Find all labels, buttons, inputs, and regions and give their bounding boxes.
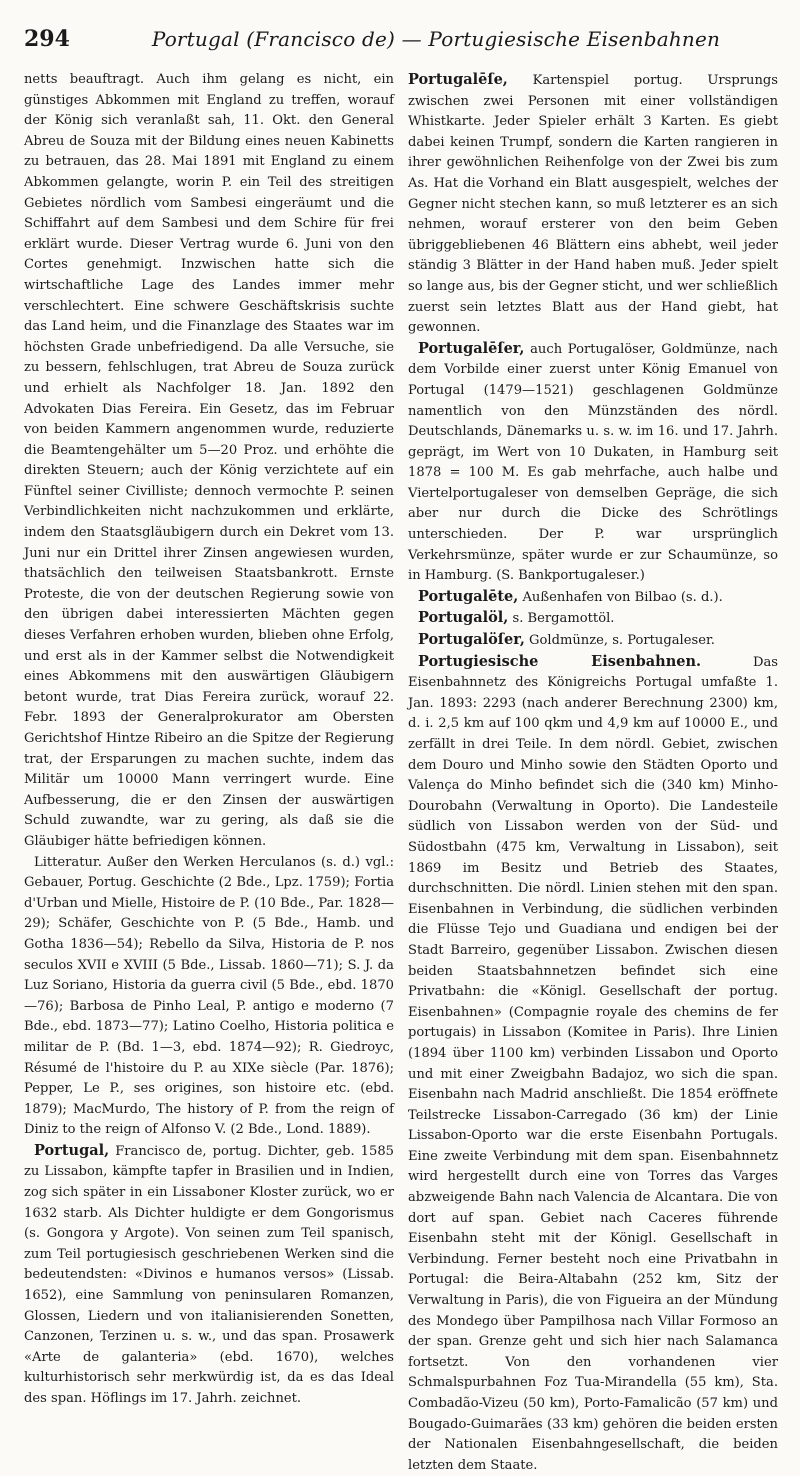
entry-portugalete (408, 587, 778, 609)
entry-portugal-francisco (24, 1141, 394, 1410)
text-columns (24, 70, 778, 1476)
entry-portugaleser (408, 339, 778, 587)
entry-text: Kartenspiel portug. Ursprungs zwischen zwei Personen mit einer vollständigen Whistkarte. Jeder Spieler erhält 3 Karten. Es giebt dabei keinen Trumpf, sondern die Karten rangieren in ihrer gewöhnlichen Reihenfolge von der Zwei bis zum As. Hat die Vorhand ein Blatt ausgespielt, welches der Gegner nicht stechen kann, so muß letzterer es an sich nehmen, worauf ersterer von den beim Geben übriggebliebenen 46 Blättern eins abhebt, weil jeder ständig 3 Blätter in der Hand haben muß. Jeder spielt so lange aus, bis der Gegner sticht, und wer schließlich zuerst sein letztes Blatt aus der Hand giebt, hat gewonnen. (408, 73, 778, 336)
entry-portugaloel (408, 608, 778, 630)
lemma: Portugalöl, (418, 609, 509, 627)
entry-text: Francisco de, portug. Dichter, geb. 1585 zu Lissabon, kämpfte tapfer in Brasilien und in Indien, zog sich später in ein Lissaboner Kloster zurück, wo er 1632 starb. Als Dichter huldigte er dem Gongorismus (s. Gongora y Argote). Von seinen zum Teil spanisch, zum Teil portugiesisch geschriebenen Werken sind die bedeutendsten: «Divinos e humanos versos» (Lissab. 1652), eine Sammlung von peninsularen Romanzen, Glossen, Liedern und von italianisierenden Sonetten, Canzonen, Terzinen u. s. w., und das span. Prosawerk «Arte de galanteria» (ebd. 1670), welches kulturhistorisch sehr merkwürdig ist, da es das Ideal des span. Höflings im 17. Jahrh. zeichnet. (24, 1143, 394, 1406)
page-header (24, 26, 778, 60)
entry-portugaloeser (408, 630, 778, 652)
literature-paragraph: Litteratur. Außer den Werken Herculanos (s. d.) vgl.: Gebauer, Portug. Geschichte (2 Bde., Lpz. 1759); Fortia d'Urban und Mielle, Histoire de P. (10 Bde., Par. 1828—29); Schäfer, Geschichte von P. (5 Bde., Hamb. und Gotha 1836—54); Rebello da Silva, Historia de P. nos seculos XVII e XVIII (5 Bde., Lissab. 1860—71); S. J. da Luz Soriano, Historia da guerra civil (5 Bde., ebd. 1870—76); Barbosa de Pinho Leal, P. antigo e moderno (7 Bde., ebd. 1873—77); Latino Coelho, Historia politica e militar de P. (Bd. 1—3, ebd. 1874—92); R. Giedroyc, Résumé de l'histoire du P. au XIXe siècle (Par. 1876); Pepper, Le P., ses origines, son histoire etc. (ebd. 1879); MacMurdo, The history of P. from the reign of Diniz to the reign of Alfonso V. (2 Bde., Lond. 1889). (24, 854, 394, 1138)
entry-text: Das Eisenbahnnetz des Königreichs Portugal umfaßte 1. Jan. 1893: 2293 (nach anderer Berechnung 2300) km, d. i. 2,5 km auf 100 qkm und 4,9 km auf 10000 E., und zerfällt in drei Teile. In dem nördl. Gebiet, zwischen dem Douro und Minho sowie den Städten Oporto und Valença do Minho befindet sich die (340 km) Minho-Dourobahn (Verwaltung in Oporto). Die Landesteile südlich von Lissabon werden von der Süd- und Südostbahn (475 km, Verwaltung in Lissabon), seit 1869 im Besitz und Betrieb des Staates, durchschnitten. Die nördl. Linien stehen mit den span. Eisenbahnen in Verbindung, die südlichen verbinden die Flüsse Tejo und Guadiana und endigen bei der Stadt Barreiro, gegenüber Lissabon. Zwischen diesen beiden Staatsbahnnetzen befindet sich eine Privatbahn: die «Königl. Gesellschaft der portug. Eisenbahnen» (Compagnie royale des chemins de fer portugais) in Lissabon (Komitee in Paris). Ihre Linien (1894 über 1100 km) verbinden Lissabon und Oporto und mit einer Zweigbahn Badajoz, wo sich die span. Eisenbahn nach Madrid anschließt. Die 1854 eröffnete Teilstrecke Lissabon-Carregado (36 km) der Linie Lissabon-Oporto war die erste Eisenbahn Portugals. Eine zweite Verbindung mit dem span. Eisenbahnnetz wird hergestellt durch eine von Torres das Varges abzweigende Bahn nach Valencia de Alcantara. Die von dort auf span. Gebiet nach Caceres führende Eisenbahn steht mit der Königl. Gesellschaft in Verbindung. Ferner besteht noch eine Privatbahn in Portugal: die Beira-Altabahn (252 km, Sitz der Verwaltung in Paris), die von Figueira an der Mündung des Mondego über Pampilhosa nach Villar Formoso an der span. Grenze geht und sich hier nach Salamanca fortsetzt. Von den vorhandenen vier Schmalspurbahnen Foz Tua-Mirandella (55 km), Sta. Combadão-Vizeu (50 km), Porto-Famalicão (57 km) und Bougado-Guimarães (33 km) gehören die beiden ersten der Nationalen Eisenbahngesellschaft, die beiden letzten dem Staate. (408, 654, 778, 1473)
right-column (408, 70, 778, 1476)
left-column (24, 70, 394, 1476)
entry-text: Außenhafen von Bilbao (s. d.). (518, 589, 723, 605)
running-head: Portugal (Francisco de) — Portugiesische Eisenbahnen (151, 27, 721, 51)
entry-portugiesische-eisenbahnen (408, 652, 778, 1476)
lemma: Portugiesische Eisenbahnen. (418, 652, 702, 670)
lemma: Portugal, (34, 1141, 110, 1159)
history-paragraph: netts beauftragt. Auch ihm gelang es nicht, ein günstiges Abkommen mit England zu treffen, worauf der König sich veranlaßt sah, 11. Okt. den General Abreu de Souza mit der Bildung eines neuen Kabinetts zu betrauen, das 28. Mai 1891 mit England zu einem Abkommen gelangte, worin P. ein Teil des streitigen Gebietes nördlich vom Sambesi eingeräumt und die Schiffahrt auf dem Sambesi und dem Schire für frei erklärt wurde. Dieser Vertrag wurde 6. Juni von den Cortes genehmigt. Inzwischen hatte sich die wirtschaftliche Lage des Landes immer mehr verschlechtert. Eine schwere Geschäftskrisis suchte das Land heim, und die Finanzlage des Staates war im höchsten Grade unbefriedigend. Da alle Versuche, sie zu bessern, fehlschlugen, trat Abreu de Souza zurück und erhielt als Nachfolger 18. Jan. 1892 den Advokaten Dias Fereira. Ein Gesetz, das im Februar von beiden Kammern angenommen wurde, reduzierte die Beamtengehälter um 5—20 Proz. und erhöhte die direkten Steuern; auch der König verzichtete auf ein Fünftel seiner Civilliste; dennoch vermochte P. seinen Verbindlichkeiten nicht nachzukommen und erklärte, indem den Staatsgläubigern durch ein Dekret vom 13. Juni nur ein Drittel ihrer Zinsen angewiesen wurden, thatsächlich den teilweisen Staatsbankrott. Ernste Proteste, die von der deutschen Regierung sowie von den übrigen dabei interessierten Mächten gegen dieses Verfahren erhoben wurden, blieben ohne Erfolg, und erst als in der Kammer selbst die Notwendigkeit eines Abkommens mit den auswärtigen Gläubigern betont wurde, trat Dias Fereira zurück, worauf 22. Febr. 1893 der Generalprokurator am Obersten Gerichtshof Hintze Ribeiro an die Spitze der Regierung trat, der Ersparungen zu machen suchte, indem das Militär um 10000 Mann verringert wurde. Eine Aufbesserung, die er den Zinsen der auswärtigen Schuld zuwandte, war zu gering, als daß sie die Gläubiger hätte befriedigen können. (24, 72, 394, 849)
lemma: Portugalēte, (418, 587, 519, 605)
lemma: Portugalēſe, (408, 71, 508, 88)
entry-text: auch Portugalöser, Goldmünze, nach dem Vorbilde einer zuerst unter König Emanuel von Portugal (1479—1521) geschlagenen Goldmünze namentlich von den Münzständen des nördl. Deutschlands, Dänemarks u. s. w. im 16. und 17. Jahrh. geprägt, im Wert von 10 Dukaten, in Hamburg seit 1878 = 100 M. Es gab mehrfache, auch halbe und Viertelportugaleser von demselben Gepräge, die sich aber nur durch die Dicke des Schrötlings unterschieden. Der P. war ursprünglich Verkehrsmünze, später wurde er zur Schaumünze, so in Hamburg. (S. Bankportugaleser.) (408, 341, 778, 584)
lemma: Portugalöſer, (418, 631, 525, 649)
entry-text: Goldmünze, s. Portugaleser. (524, 633, 715, 649)
entry-portugalese (408, 70, 778, 339)
page-number: 294 (24, 26, 70, 52)
entry-text: s. Bergamottöl. (508, 611, 615, 627)
lemma: Portugalēſer, (418, 339, 525, 357)
